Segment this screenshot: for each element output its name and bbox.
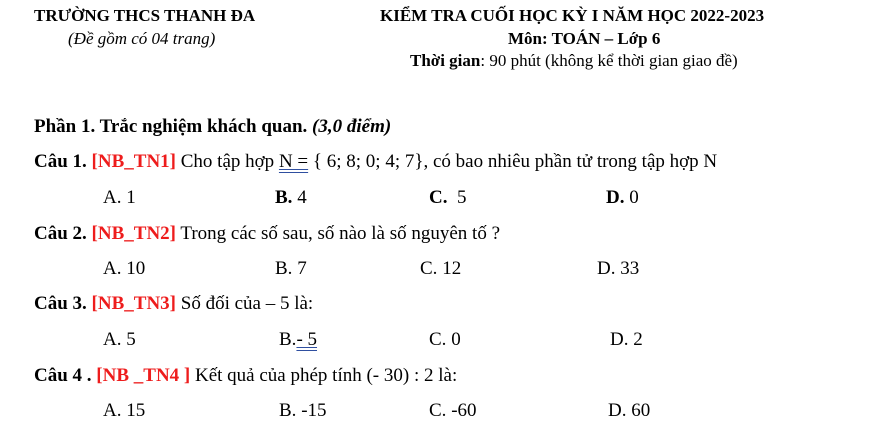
question-label: Câu 3.: [34, 293, 92, 314]
option-value: - 5: [296, 329, 318, 350]
q1-option-b: [275, 187, 307, 209]
q4-option-a: [103, 400, 145, 422]
q3-option-c: [429, 329, 461, 351]
time-line: [410, 51, 738, 71]
question-text: Trong các số sau, số nào là số nguyên tố ?: [176, 223, 501, 244]
option-value: 33: [615, 258, 640, 279]
q4-option-b: [279, 400, 327, 422]
option-value: 5: [447, 187, 467, 208]
option-value: -60: [446, 400, 477, 421]
question-3: [34, 293, 313, 315]
subject-label: Môn: TOÁN – Lớp 6: [508, 29, 661, 48]
question-code: [NB _TN4 ]: [96, 365, 191, 386]
section-heading: Phần 1. Trắc nghiệm khách quan.: [34, 116, 313, 137]
option-value: 0: [446, 329, 461, 350]
option-value: 15: [121, 400, 146, 421]
option-letter: B.: [279, 400, 297, 421]
option-letter: C.: [429, 187, 448, 208]
option-value: 12: [437, 258, 462, 279]
option-value: 60: [626, 400, 651, 421]
question-2: [34, 223, 500, 245]
question-label: Câu 2.: [34, 223, 92, 244]
time-label: Thời gian: [410, 51, 481, 70]
set-name: N =: [278, 151, 309, 172]
school-name: TRƯỜNG THCS THANH ĐA: [34, 6, 256, 25]
option-letter: A.: [103, 187, 122, 208]
q2-option-c: [420, 258, 461, 280]
question-text: Kết quả của phép tính (- 30) : 2 là:: [190, 365, 458, 386]
option-value: 0: [624, 187, 639, 208]
question-text-rest: { 6; 8; 0; 4; 7}, có bao nhiêu phần tử trong tập hợp N: [308, 151, 718, 172]
option-value: 1: [121, 187, 136, 208]
q3-option-b: [279, 329, 317, 351]
question-code: [NB_TN1]: [91, 151, 176, 172]
option-letter: D.: [608, 400, 627, 421]
option-value: 5: [121, 329, 136, 350]
q1-option-c: [429, 187, 466, 209]
q2-option-a: [103, 258, 145, 280]
section-points: (3,0 điểm): [312, 116, 392, 137]
question-4: [34, 365, 457, 387]
q4-option-c: [429, 400, 477, 422]
option-letter: D.: [606, 187, 625, 208]
q2-option-b: [275, 258, 307, 280]
exam-title: KIỂM TRA CUỐI HỌC KỲ I NĂM HỌC 2022-2023: [380, 6, 765, 25]
option-value: 7: [292, 258, 307, 279]
pages-note: (Đề gồm có 04 trang): [68, 29, 216, 48]
time-value: : 90 phút (không kể thời gian giao đề): [480, 51, 738, 70]
question-text: Số đối của – 5 là:: [176, 293, 314, 314]
option-letter: A.: [103, 400, 122, 421]
option-letter: A.: [103, 329, 122, 350]
q3-option-a: [103, 329, 136, 351]
option-letter: C.: [420, 258, 438, 279]
question-1: [34, 151, 717, 173]
q4-option-d: [608, 400, 650, 422]
question-code: [NB_TN3]: [91, 293, 176, 314]
section-title: [34, 116, 391, 138]
q3-option-d: [610, 329, 643, 351]
option-letter: B.: [275, 258, 293, 279]
option-letter: A.: [103, 258, 122, 279]
question-label: Câu 4 .: [34, 365, 97, 386]
option-letter: D.: [597, 258, 616, 279]
option-letter: D.: [610, 329, 629, 350]
option-letter: C.: [429, 329, 447, 350]
q1-option-d: [606, 187, 639, 209]
option-value: 2: [628, 329, 643, 350]
question-text: Cho tập hợp: [176, 151, 279, 172]
question-label: Câu 1.: [34, 151, 92, 172]
question-code: [NB_TN2]: [91, 223, 176, 244]
option-letter: C.: [429, 400, 447, 421]
option-letter: B.: [275, 187, 293, 208]
q2-option-d: [597, 258, 639, 280]
q1-option-a: [103, 187, 136, 209]
option-value: 4: [292, 187, 307, 208]
option-letter: B.: [279, 329, 297, 350]
option-value: -15: [296, 400, 327, 421]
option-value: 10: [121, 258, 146, 279]
